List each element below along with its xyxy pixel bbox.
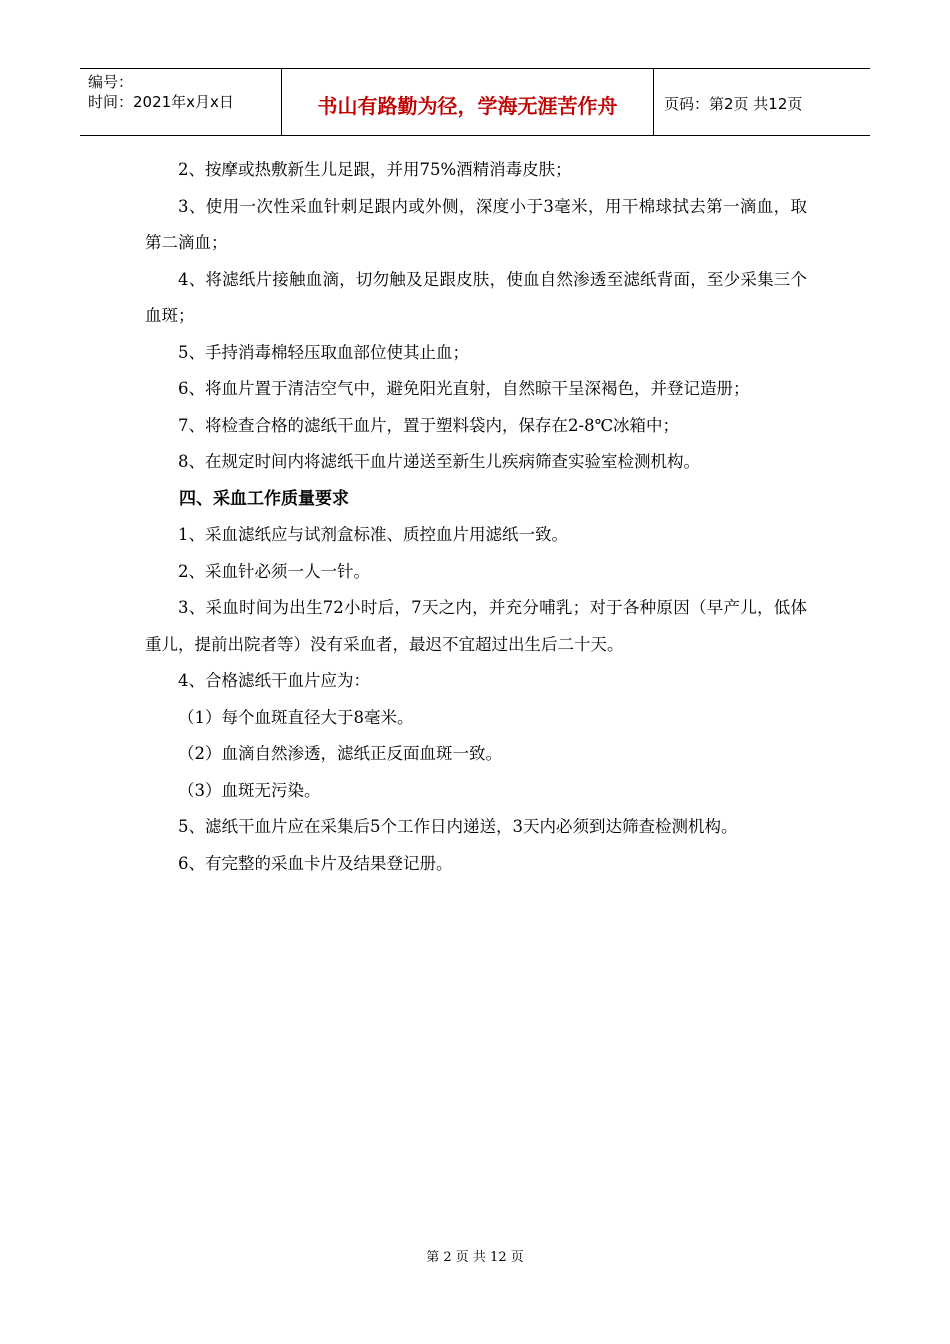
requirement-paragraph: 6、有完整的采血卡片及结果登记册。 bbox=[178, 853, 453, 873]
step-paragraph: 6、将血片置于清洁空气中，避免阳光直射，自然晾干呈深褐色，并登记造册； bbox=[178, 379, 750, 398]
requirement-paragraph: 5、滤纸干血片应在采集后5个工作日内递送，3天内必须到达筛查检测机构。 bbox=[178, 817, 738, 836]
time-label: 时间：2021年x月x日 bbox=[88, 93, 234, 111]
page-header bbox=[80, 68, 870, 136]
step-paragraph: 5、手持消毒棉轻压取血部位使其止血； bbox=[178, 342, 469, 362]
header-meta-cell bbox=[80, 69, 282, 135]
step-paragraph: 4、将滤纸片接触血滴，切勿触及足跟皮肤，使血自然渗透至滤纸背面，至少采集三个血斑； bbox=[145, 269, 807, 325]
page-footer: 第 2 页 共 12 页 bbox=[426, 1250, 524, 1265]
requirement-subitem: （1）每个血斑直径大于8毫米。 bbox=[178, 707, 414, 727]
step-paragraph: 7、将检查合格的滤纸干血片，置于塑料袋内，保存在2-8℃冰箱中； bbox=[178, 415, 680, 435]
requirement-paragraph: 4、合格滤纸干血片应为： bbox=[178, 671, 370, 690]
requirement-subitem: （2）血滴自然渗透，滤纸正反面血斑一致。 bbox=[178, 744, 502, 763]
header-page-info: 页码：第2页 共12页 bbox=[664, 94, 803, 113]
requirement-paragraph: 3、采血时间为出生72小时后，7天之内，并充分哺乳；对于各种原因（早产儿，低体重儿，提前出院者等）没有采血者，最迟不宜超过出生后二十天。 bbox=[145, 598, 807, 654]
header-motto: 书山有路勤为径，学海无涯苦作舟 bbox=[282, 69, 654, 135]
requirement-paragraph: 1、采血滤纸应与试剂盒标准、质控血片用滤纸一致。 bbox=[178, 525, 568, 544]
requirement-paragraph: 2、采血针必须一人一针。 bbox=[178, 561, 370, 581]
step-paragraph: 2、按摩或热敷新生儿足跟，并用75%酒精消毒皮肤； bbox=[178, 160, 572, 179]
section-heading: 四、采血工作质量要求 bbox=[179, 488, 349, 509]
number-label: 编号： bbox=[88, 73, 134, 91]
step-paragraph: 3、使用一次性采血针刺足跟内或外侧，深度小于3毫米，用干棉球拭去第一滴血，取第二滴血； bbox=[145, 196, 807, 252]
step-paragraph: 8、在规定时间内将滤纸干血片递送至新生儿疾病筛查实验室检测机构。 bbox=[178, 452, 700, 471]
requirement-subitem: （3）血斑无污染。 bbox=[178, 780, 321, 800]
document-body bbox=[145, 152, 807, 882]
